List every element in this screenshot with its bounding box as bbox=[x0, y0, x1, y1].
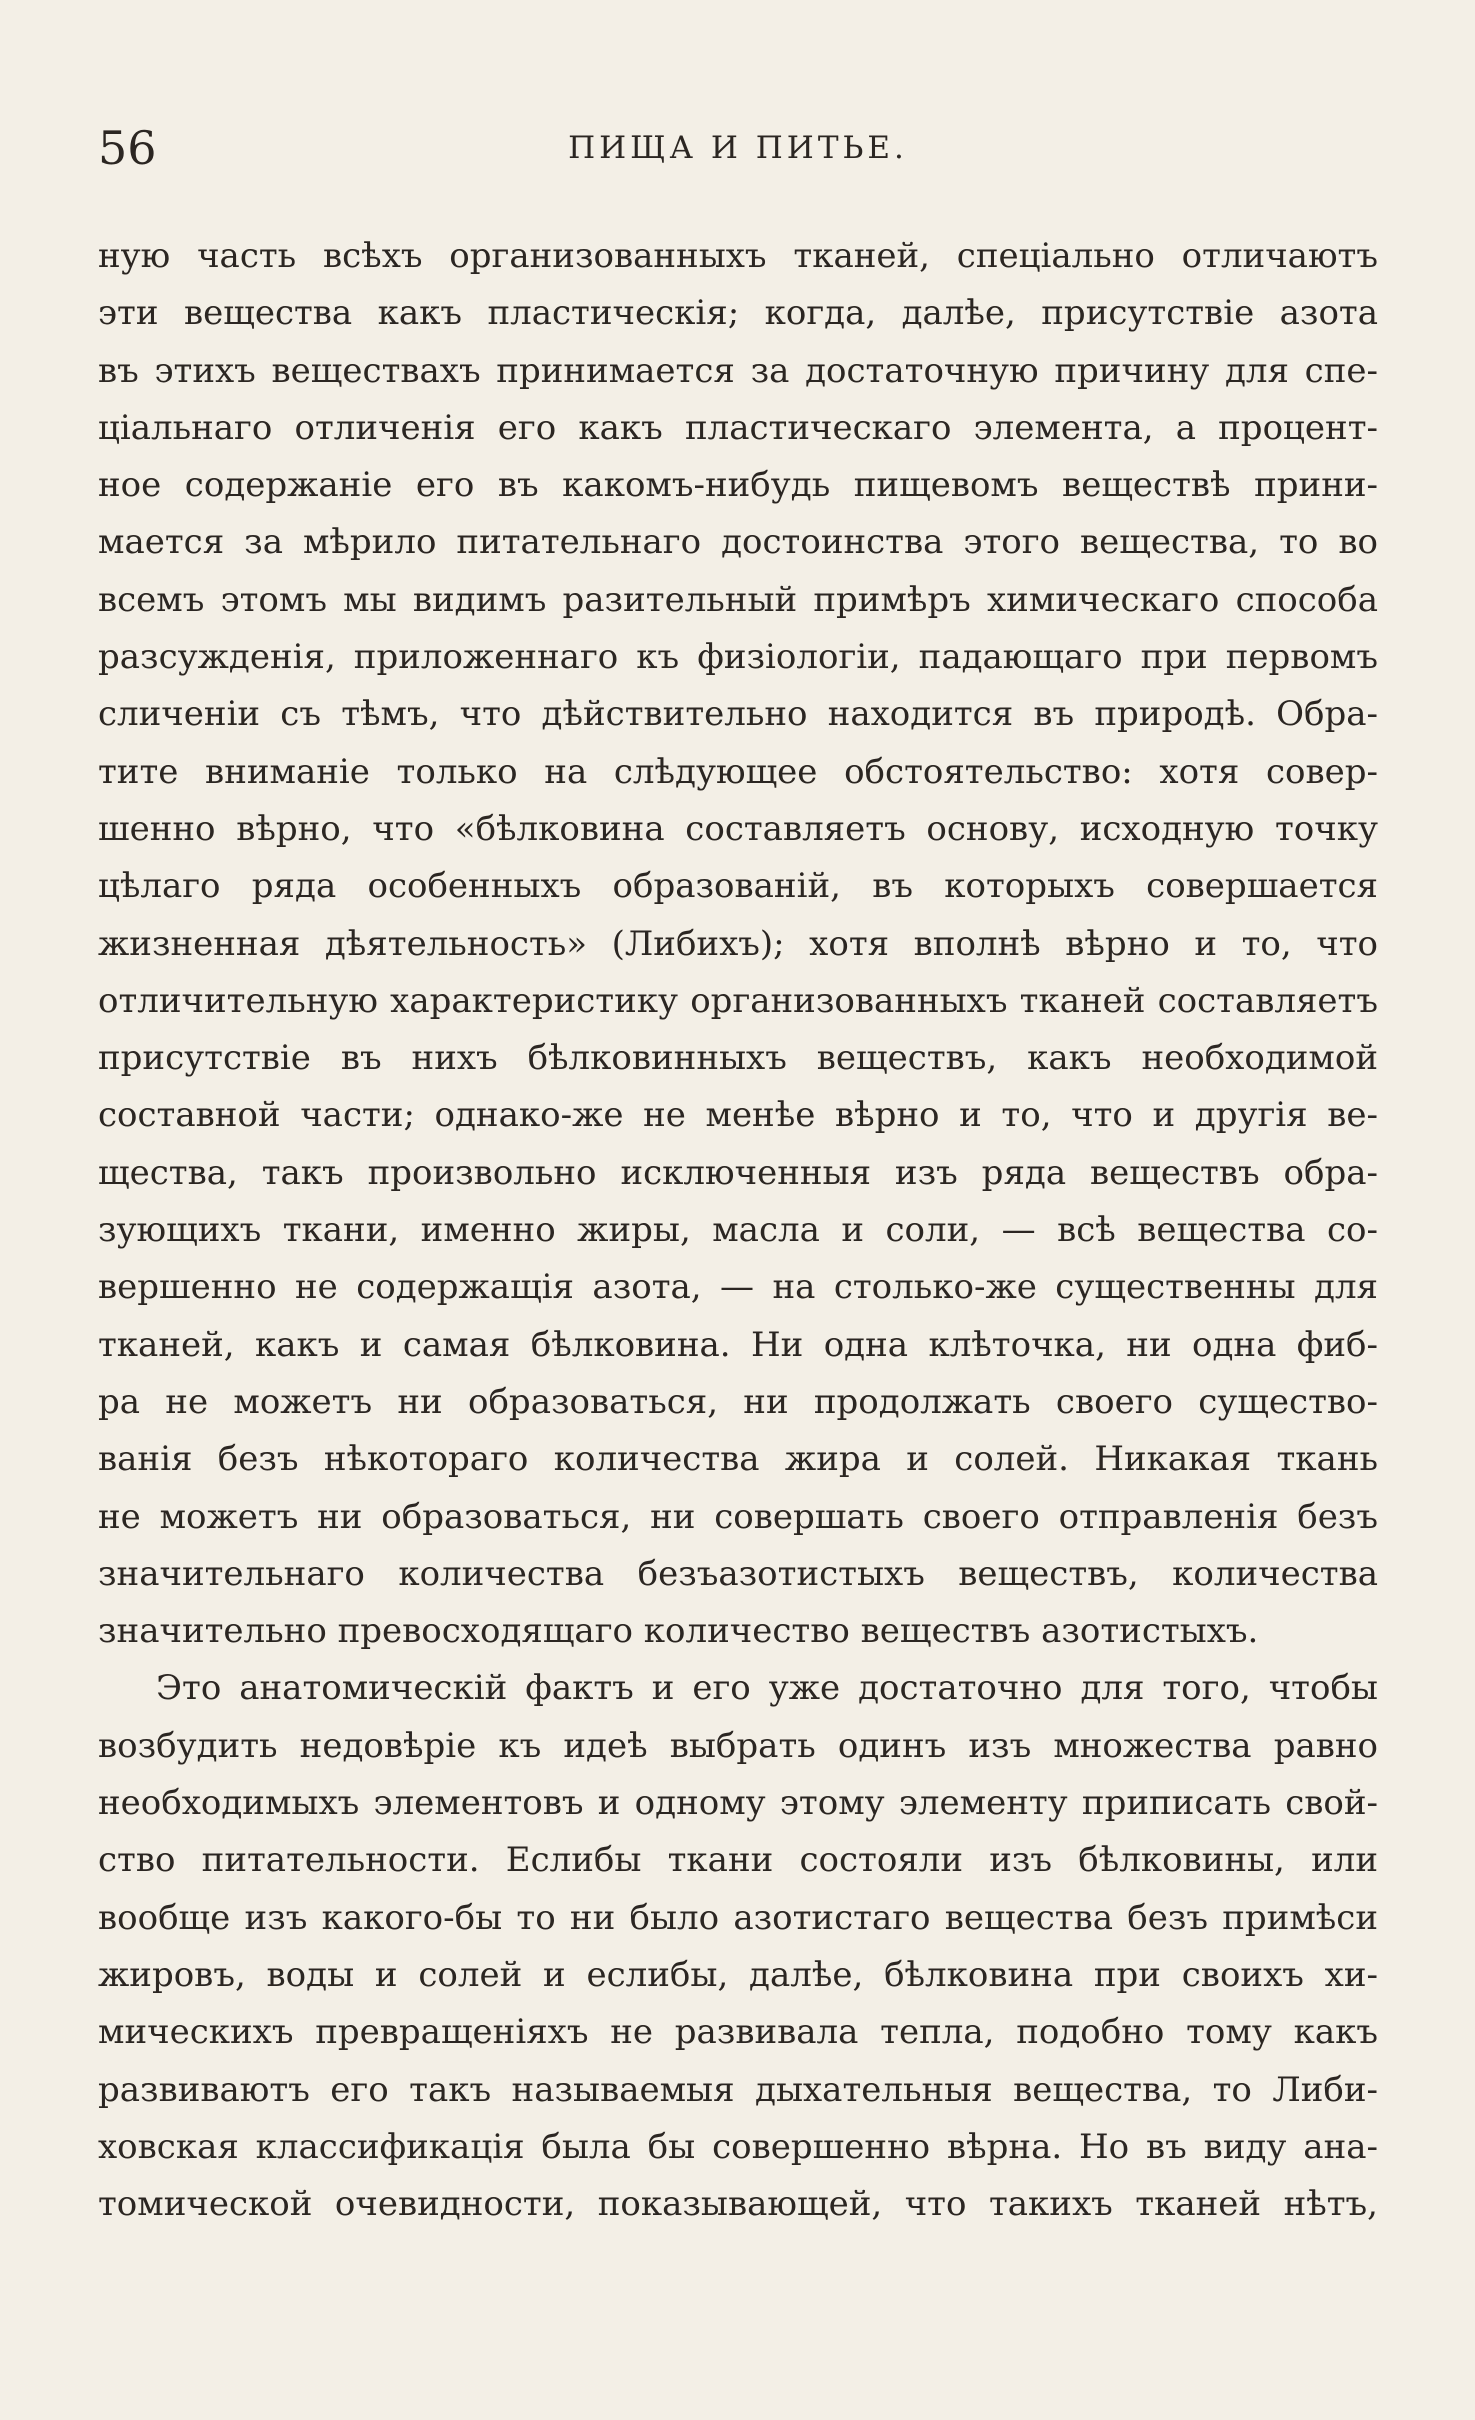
text-line: мается за мѣрило питательнаго достоинства этого вещества, то во bbox=[98, 522, 1378, 563]
page-number: 56 bbox=[98, 121, 157, 175]
text-line: возбудить недовѣріе къ идеѣ выбрать одинъ изъ множества равно bbox=[98, 1725, 1378, 1766]
text-line: тканей, какъ и самая бѣлковина. Ни одна клѣточка, ни одна фиб- bbox=[98, 1324, 1378, 1365]
text-line: необходимыхъ элементовъ и одному этому элементу приписать свой- bbox=[98, 1783, 1378, 1824]
text-line: развиваютъ его такъ называемыя дыхательныя вещества, то Либи- bbox=[98, 2069, 1378, 2110]
text-line: томической очевидности, показывающей, что такихъ тканей нѣтъ, bbox=[98, 2184, 1378, 2225]
body-text bbox=[98, 228, 1378, 2233]
text-line: ванія безъ нѣкотораго количества жира и солей. Никакая ткань bbox=[98, 1439, 1378, 1480]
running-title: ПИЩА И ПИТЬЕ. bbox=[568, 130, 908, 166]
text-line: составной части; однако-же не менѣе вѣрно и то, что и другія ве- bbox=[98, 1095, 1378, 1136]
text-line: значительно превосходящаго количество веществъ азотистыхъ. bbox=[98, 1611, 1259, 1652]
text-line: вершенно не содержащія азота, — на столько-же существенны для bbox=[98, 1267, 1378, 1308]
text-line: шенно вѣрно, что «бѣлковина составляетъ основу, исходную точку bbox=[98, 808, 1378, 849]
text-line: въ этихъ веществахъ принимается за достаточную причину для спе- bbox=[98, 350, 1378, 391]
text-line: зующихъ ткани, именно жиры, масла и соли, — всѣ вещества со- bbox=[98, 1210, 1378, 1251]
text-line: мическихъ превращеніяхъ не развивала тепла, подобно тому какъ bbox=[98, 2012, 1378, 2053]
text-line: разсужденія, приложеннаго къ физіологіи, падающаго при первомъ bbox=[98, 637, 1378, 678]
text-line: тите вниманіе только на слѣдующее обстоятельство: хотя совер- bbox=[98, 751, 1378, 792]
text-line: эти вещества какъ пластическія; когда, далѣе, присутствіе азота bbox=[98, 293, 1378, 334]
text-line: щества, такъ произвольно исключенныя изъ ряда веществъ обра- bbox=[98, 1152, 1378, 1193]
text-line: ство питательности. Еслибы ткани состояли изъ бѣлковины, или bbox=[98, 1840, 1378, 1881]
text-line: значительнаго количества безъазотистыхъ веществъ, количества bbox=[98, 1553, 1378, 1594]
text-line: ціальнаго отличенія его какъ пластическаго элемента, а процент- bbox=[98, 407, 1378, 448]
text-line: ховская классификація была бы совершенно вѣрна. Но въ виду ана- bbox=[98, 2126, 1378, 2167]
text-line: цѣлаго ряда особенныхъ образованій, въ которыхъ совершается bbox=[98, 866, 1378, 907]
text-line: вообще изъ какого-бы то ни было азотистаго вещества безъ примѣси bbox=[98, 1897, 1378, 1938]
text-line: всемъ этомъ мы видимъ разительный примѣръ химическаго способа bbox=[98, 579, 1378, 620]
text-line: отличительную характеристику организованныхъ тканей составляетъ bbox=[98, 980, 1378, 1021]
text-line: присутствіе въ нихъ бѣлковинныхъ веществъ, какъ необходимой bbox=[98, 1038, 1378, 1079]
text-line: сличеніи съ тѣмъ, что дѣйствительно находится въ природѣ. Обра- bbox=[98, 694, 1378, 735]
text-line: Это анатомическій фактъ и его уже достаточно для того, чтобы bbox=[156, 1668, 1378, 1709]
text-line: жировъ, воды и солей и еслибы, далѣе, бѣлковина при своихъ хи- bbox=[98, 1954, 1378, 1995]
text-line: жизненная дѣятельность» (Либихъ); хотя вполнѣ вѣрно и то, что bbox=[98, 923, 1378, 964]
page-header bbox=[98, 118, 1378, 178]
text-line: ное содержаніе его въ какомъ-нибудь пищевомъ веществѣ прини- bbox=[98, 465, 1378, 506]
text-line: ную часть всѣхъ организованныхъ тканей, спеціально отличаютъ bbox=[98, 236, 1378, 276]
text-line: не можетъ ни образоваться, ни совершать своего отправленія безъ bbox=[98, 1496, 1378, 1537]
text-line: ра не можетъ ни образоваться, ни продолжать своего существо- bbox=[98, 1381, 1378, 1422]
